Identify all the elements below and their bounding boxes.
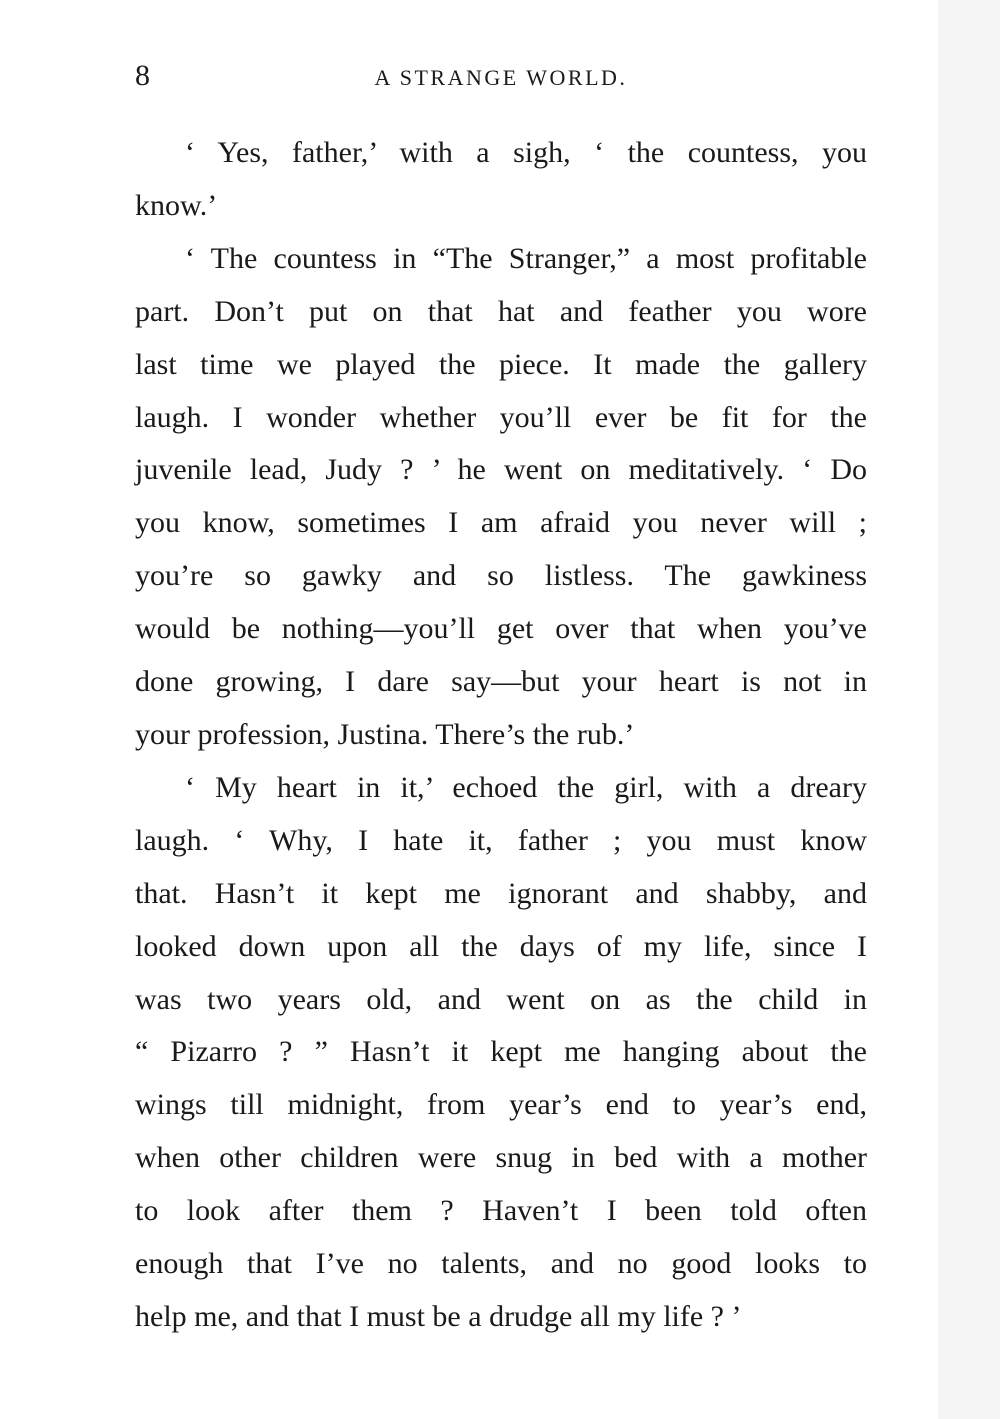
text-line: enough that I’ve no talents, and no good looks to	[135, 1247, 867, 1281]
text-line: done growing, I dare say—but your heart is not in	[135, 665, 867, 699]
text-line: wings till midnight, from year’s end to year’s end,	[135, 1088, 867, 1122]
text-body	[135, 127, 867, 1344]
text-line: juvenile lead, Judy ? ’ he went on meditatively. ‘ Do	[135, 453, 867, 487]
text-line: looked down upon all the days of my life, since I	[135, 929, 867, 963]
text-line: laugh. I wonder whether you’ll ever be fit for the	[135, 400, 867, 434]
text-line: when other children were snug in bed with a mother	[135, 1141, 867, 1175]
text-line: part. Don’t put on that hat and feather you wore	[135, 294, 867, 328]
text-line: your profession, Justina. There’s the rub.’	[135, 717, 635, 751]
book-title: A STRANGE WORLD.	[374, 65, 628, 90]
page-edge-shadow	[938, 0, 1000, 1419]
text-line: was two years old, and went on as the child in	[135, 982, 867, 1016]
text-line: you’re so gawky and so listless. The gawkiness	[135, 559, 867, 593]
paragraph	[135, 127, 867, 233]
text-line: you know, sometimes I am afraid you never will ;	[135, 506, 867, 540]
paragraph	[135, 233, 867, 762]
text-line: would be nothing—you’ll get over that when you’ve	[135, 612, 867, 646]
paragraph	[135, 762, 867, 1344]
text-line: ‘ My heart in it,’ echoed the girl, with a dreary	[185, 770, 867, 804]
text-line: that. Hasn’t it kept me ignorant and shabby, and	[135, 876, 867, 910]
text-line: last time we played the piece. It made the gallery	[135, 347, 867, 381]
text-line: help me, and that I must be a drudge all my life ? ’	[135, 1299, 742, 1333]
text-line: ‘ Yes, father,’ with a sigh, ‘ the countess, you	[185, 136, 867, 169]
text-line: laugh. ‘ Why, I hate it, father ; you must know	[135, 823, 867, 857]
running-head	[135, 56, 867, 96]
text-line: know.’	[135, 188, 218, 222]
text-line: “ Pizarro ? ” Hasn’t it kept me hanging about the	[135, 1035, 867, 1069]
text-line: ‘ The countess in “The Stranger,” a most profitable	[185, 241, 867, 275]
text-line: to look after them ? Haven’t I been told often	[135, 1194, 867, 1228]
page-number: 8	[135, 59, 150, 92]
